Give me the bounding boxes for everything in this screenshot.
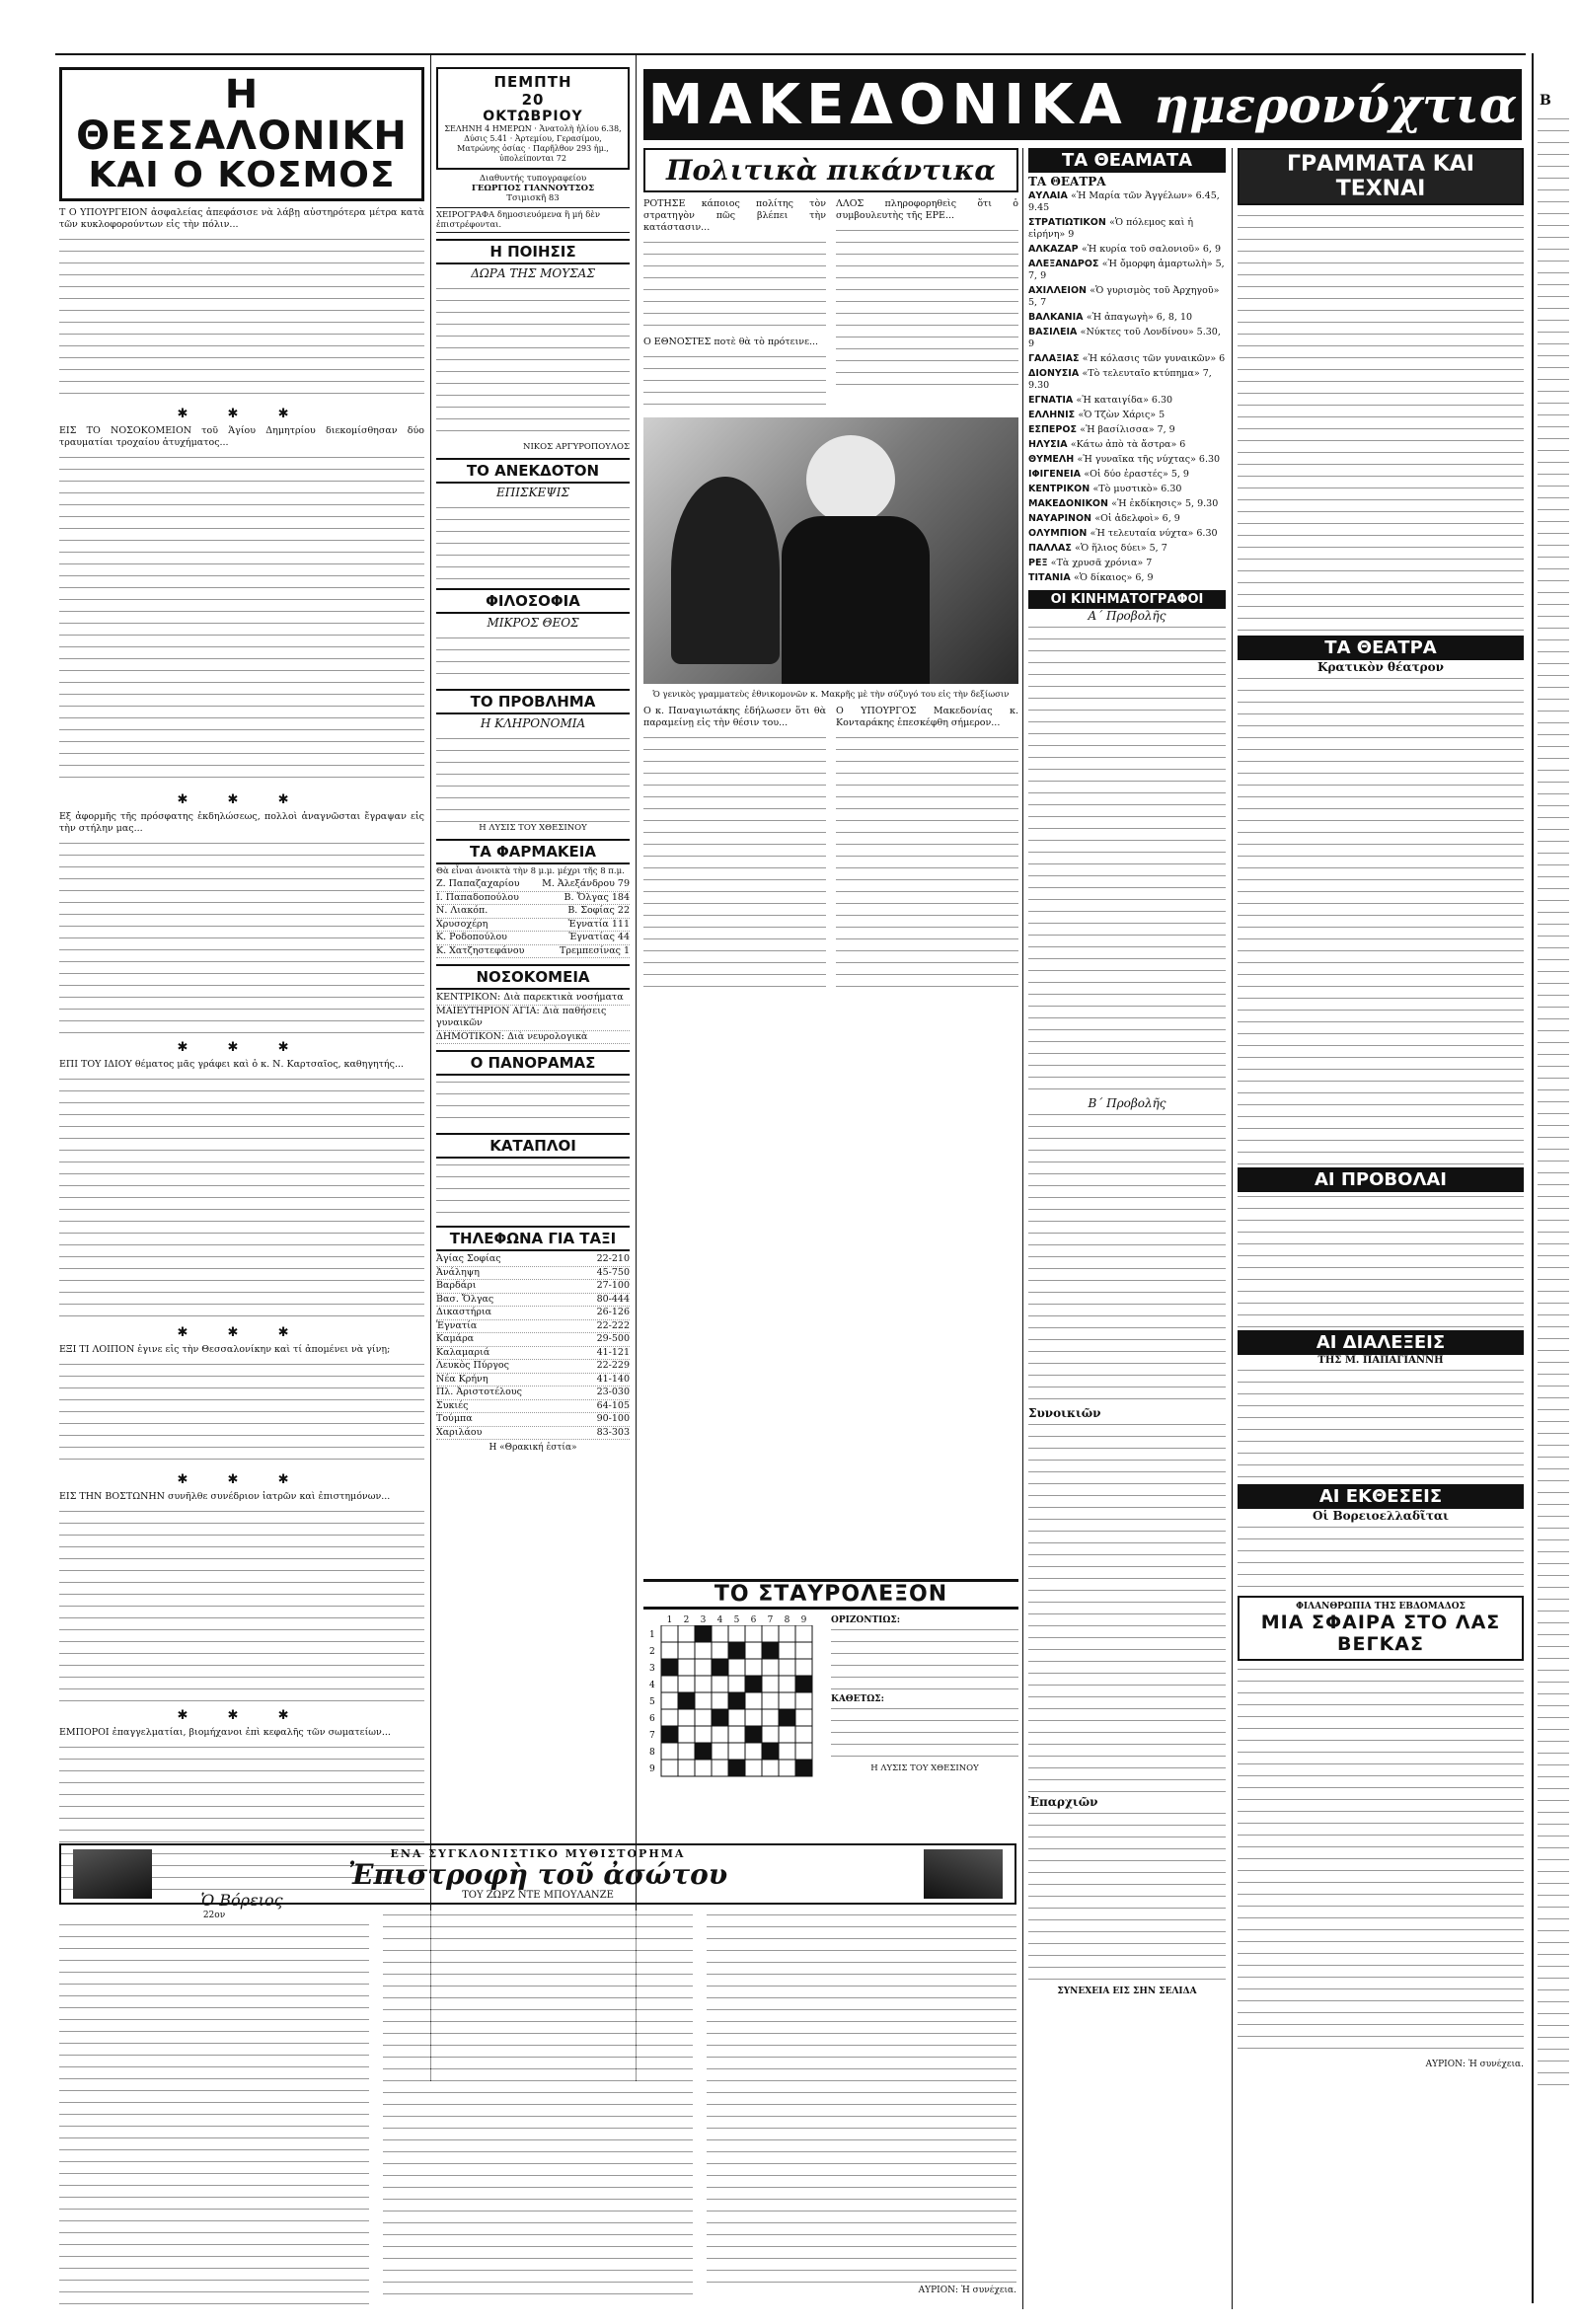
pharmacies-list bbox=[436, 878, 630, 958]
section-title-line2: ΚΑΙ Ο ΚΟΣΜΟΣ bbox=[88, 155, 396, 195]
crossword-cell bbox=[795, 1642, 812, 1659]
crossword-cell bbox=[678, 1659, 695, 1676]
crossword-black-cell bbox=[678, 1692, 695, 1709]
politics-heading: Πολιτικὰ πικάντικα bbox=[643, 148, 1018, 192]
crossword-black-cell bbox=[795, 1676, 812, 1692]
separator-stars: ✱ ✱ ✱ bbox=[177, 1708, 307, 1723]
almanac: ΣΕΛΗΝΗ 4 ΗΜΕΡΩΝ · Ἀνατολὴ ἡλίου 6.38, Δύσις 5.41 · Ἀρτεμίου, Γερασίμου, Ματρώνης ὁσίας · Παρῆλθον 293 ἡμ., ὑπολείπονται 72 bbox=[444, 124, 622, 163]
crossword-cell bbox=[695, 1676, 712, 1692]
provincial-listing bbox=[1028, 1809, 1226, 1987]
pharmacy-row: Κ. Χατζηστεφάνου Τρεμπεσίνας 1 bbox=[436, 945, 630, 959]
weekly-feature-text bbox=[1238, 1665, 1524, 2060]
crossword-cell bbox=[779, 1692, 795, 1709]
crossword-cell bbox=[678, 1642, 695, 1659]
crossword-black-cell bbox=[661, 1726, 678, 1743]
crossword-cell bbox=[779, 1726, 795, 1743]
lead-a: ΡΟΤΗΣΕ κάποιος πολίτης τὸν στρατηγὸν πῶς βλέπει τὴν κατάστασιν... bbox=[643, 198, 826, 233]
article-body-text bbox=[59, 839, 424, 1036]
crossword-cell bbox=[661, 1743, 678, 1760]
listing-entry: ΗΛΥΣΙΑ «Κάτω ἀπὸ τὰ ἄστρα» 6 bbox=[1028, 439, 1186, 450]
crossword-black-cell bbox=[712, 1659, 728, 1676]
crossword-cell bbox=[779, 1625, 795, 1642]
manager-label: Διαθυντής τυπογραφείου bbox=[479, 174, 587, 184]
crossword-black-cell bbox=[745, 1726, 762, 1743]
listing-entry: ΕΓΝΑΤΙΑ «Ἡ καταιγίδα» 6.30 bbox=[1028, 395, 1173, 406]
first-run-listing bbox=[1028, 623, 1226, 1096]
adjacent-page-edge bbox=[1532, 53, 1573, 2303]
masthead-subtitle: ημερονύχτια bbox=[1153, 75, 1518, 134]
taxi-phones-footer: Η «Θρακική ἐστία» bbox=[489, 1443, 577, 1453]
crossword-cell bbox=[762, 1676, 779, 1692]
crossword-number: 7 bbox=[767, 1615, 774, 1625]
photo-caption: Ὁ γενικὸς γραμματεὺς ἐθνικομονῶν κ. Μακρῆς μὲ τὴν σύζυγό του εἰς τὴν δεξίωσιν bbox=[652, 690, 1010, 700]
arts-theatre-text bbox=[1238, 674, 1524, 1167]
lead-c-body bbox=[643, 352, 826, 412]
listing-entry: ΑΧΙΛΛΕΙΟΝ «Ὁ γυρισμὸς τοῦ Ἀρχηγοῦ» 5, 7 bbox=[1028, 285, 1220, 308]
listing-entry: ΣΤΡΑΤΙΩΤΙΚΟΝ «Ὁ πόλεμος καὶ ἡ εἰρήνη» 9 bbox=[1028, 217, 1194, 240]
info-column bbox=[436, 53, 630, 2077]
crossword-cell bbox=[762, 1709, 779, 1726]
manager-name: ΓΕΩΡΓΙΟΣ ΓΙΑΝΝΟΥΤΣΟΣ bbox=[471, 184, 595, 193]
section-header bbox=[59, 67, 424, 201]
date-box bbox=[436, 67, 630, 170]
crossword-cell bbox=[712, 1676, 728, 1692]
crossword-row-number: 5 bbox=[649, 1697, 655, 1707]
crossword-black-cell bbox=[779, 1709, 795, 1726]
crossword-cell bbox=[795, 1625, 812, 1642]
panorama-text bbox=[436, 1078, 630, 1127]
exhibitions-heading: ΑΙ ΕΚΘΕΣΕΙΣ bbox=[1238, 1484, 1524, 1509]
pharmacy-row: Ι. Παπαδοπούλου Β. Ὄλγας 184 bbox=[436, 892, 630, 906]
article-body-text bbox=[59, 453, 424, 788]
crossword-cell bbox=[695, 1659, 712, 1676]
crossword-cell bbox=[779, 1642, 795, 1659]
crossword-cell bbox=[695, 1642, 712, 1659]
listing-entry: ΒΑΣΙΛΕΙΑ «Νύκτες τοῦ Λονδίνου» 5.30, 9 bbox=[1028, 327, 1221, 349]
article-paragraph: ΕΙΣ ΤΗΝ ΒΟΣΤΩΝΗΝ συνῆλθε συνέδριον ἰατρῶν καὶ ἐπιστημόνων... bbox=[59, 1491, 391, 1502]
column-rule bbox=[1232, 148, 1233, 2309]
hospital-row: ΔΗΜΟΤΙΚΟΝ: Διὰ νευρολογικὰ bbox=[436, 1031, 630, 1045]
crossword-black-cell bbox=[762, 1642, 779, 1659]
pharmacies-heading: ΤΑ ΦΑΡΜΑΚΕΙΑ bbox=[436, 839, 630, 864]
taxi-phone-row: Ἀνάληψη 45-750 bbox=[436, 1267, 630, 1281]
serial-illustration-right bbox=[924, 1849, 1003, 1899]
day: 20 bbox=[521, 91, 545, 109]
crossword-cell bbox=[661, 1692, 678, 1709]
listing-entry: ΤΙΤΑΝΙΑ «Ὁ δίκαιος» 6, 9 bbox=[1028, 572, 1154, 583]
pharmacy-row: Κ. Ροδοπούλου Ἑγνατίας 44 bbox=[436, 932, 630, 945]
crossword bbox=[643, 1579, 1018, 1836]
first-run-subheading: Α΄ Προβολῆς bbox=[1088, 609, 1166, 623]
taxi-phone-row: Νέα Κρήνη 41-140 bbox=[436, 1374, 630, 1387]
arts-theatre-subheading: Κρατικὸν θέατρον bbox=[1317, 660, 1444, 674]
serial-body bbox=[59, 1911, 1016, 2305]
column-rule bbox=[636, 53, 637, 2081]
crossword-cell bbox=[661, 1642, 678, 1659]
neighbourhood-subheading: Συνοικιῶν bbox=[1028, 1406, 1101, 1420]
crossword-column-numbers bbox=[643, 1615, 821, 1625]
crossword-black-cell bbox=[695, 1625, 712, 1642]
poetry-subtitle: ΔΩΡΑ ΤΗΣ ΜΟΥΣΑΣ bbox=[471, 266, 595, 280]
taxi-phone-row: Χαριλάου 83-303 bbox=[436, 1427, 630, 1441]
crossword-row-number: 6 bbox=[649, 1714, 655, 1724]
neighbourhood-listing bbox=[1028, 1420, 1226, 1795]
lead-a-body bbox=[643, 238, 826, 337]
article-paragraph: Εξ ἀφορμῆς τῆς πρόσφατης ἐκδηλώσεως, πολλοὶ ἀναγνῶσται ἔγραψαν εἰς τὴν στήλην μας... bbox=[59, 811, 424, 834]
serial-kicker: ΕΝΑ ΣΥΓΚΛΟΝΙΣΤΙΚΟ ΜΥΘΙΣΤΟΡΗΜΑ bbox=[390, 1847, 686, 1860]
crossword-cell bbox=[678, 1760, 695, 1776]
listing-entry: ΑΥΛΑΙΑ «Ἡ Μαρία τῶν Ἀγγέλων» 6.45, 9.45 bbox=[1028, 190, 1220, 213]
news-photo bbox=[643, 417, 1018, 684]
lead-b-body bbox=[836, 226, 1018, 394]
politics-column bbox=[643, 148, 1018, 1574]
serial-title: Ἐπιστροφὴ τοῦ ἀσώτου bbox=[347, 1858, 728, 1891]
column-rule bbox=[1022, 148, 1023, 2309]
weekly-feature-footer: ΑΥΡΙΟΝ: Ἡ συνέχεια. bbox=[1425, 2060, 1524, 2069]
arrivals-text bbox=[436, 1161, 630, 1220]
separator-stars: ✱ ✱ ✱ bbox=[177, 1472, 307, 1487]
article-body-text bbox=[59, 1075, 424, 1321]
hospitals-heading: ΝΟΣΟΚΟΜΕΙΑ bbox=[436, 964, 630, 990]
crossword-cell bbox=[745, 1659, 762, 1676]
lectures-heading: ΑΙ ΔΙΑΛΕΞΕΙΣ bbox=[1238, 1330, 1524, 1355]
crossword-cell bbox=[678, 1726, 695, 1743]
crossword-cell bbox=[695, 1692, 712, 1709]
crossword-cell bbox=[779, 1760, 795, 1776]
screenings-text bbox=[1238, 1192, 1524, 1330]
taxi-phone-row: Τούμπα 90-100 bbox=[436, 1413, 630, 1427]
taxi-phones-heading: ΤΗΛΕΦΩΝΑ ΓΙΑ ΤΑΞΙ bbox=[436, 1226, 630, 1251]
cinemas-heading: ΟΙ ΚΙΝΗΜΑΤΟΓΡΑΦΟΙ bbox=[1028, 590, 1226, 609]
weekly-feature-kicker: ΦΙΛΑΝΘΡΩΠΙΑ ΤΗΣ ΕΒΔΟΜΑΔΟΣ bbox=[1296, 1602, 1466, 1612]
manuscripts-note: ΧΕΙΡΟΓΡΑΦΑ δημοσιευόμενα ἢ μή δὲν ἐπιστρέφονται. bbox=[436, 207, 630, 233]
crossword-cell bbox=[728, 1709, 745, 1726]
column-rule bbox=[430, 53, 431, 2081]
crossword-cell bbox=[661, 1676, 678, 1692]
serial-episode: 22ον bbox=[202, 1911, 226, 1920]
serial-illustration-left bbox=[73, 1849, 152, 1899]
crossword-across-heading: ΟΡΙΖΟΝΤΙΩΣ: bbox=[831, 1615, 901, 1625]
crossword-number: 3 bbox=[700, 1615, 707, 1625]
weekday: ΠΕΜΠΤΗ bbox=[493, 73, 572, 91]
crossword-down-heading: ΚΑΘΕΤΩΣ: bbox=[831, 1694, 884, 1704]
poem-author: ΝΙΚΟΣ ΑΡΓΥΡΟΠΟΥΛΟΣ bbox=[523, 442, 630, 452]
listing-entry: ΕΣΠΕΡΟΣ «Ἡ βασίλισσα» 7, 9 bbox=[1028, 424, 1175, 435]
theatres-subheading: ΤΑ ΘΕΑΤΡΑ bbox=[1028, 175, 1106, 188]
crossword-cell bbox=[678, 1625, 695, 1642]
crossword-row-number: 2 bbox=[649, 1647, 655, 1657]
crossword-cell bbox=[745, 1625, 762, 1642]
crossword-cell bbox=[779, 1743, 795, 1760]
lead-e: Ο ΥΠΟΥΡΓΟΣ Μακεδονίας κ. Κονταράκης ἐπεσκέφθη σήμερον... bbox=[836, 706, 1018, 728]
arts-body-text bbox=[1238, 211, 1524, 636]
crossword-cell bbox=[695, 1726, 712, 1743]
crossword-black-cell bbox=[728, 1760, 745, 1776]
crossword-black-cell bbox=[795, 1760, 812, 1776]
problem-subtitle: Η ΚΛΗΡΟΝΟΜΙΑ bbox=[480, 716, 586, 730]
crossword-cell bbox=[762, 1726, 779, 1743]
taxi-phone-row: Συκιές 64-105 bbox=[436, 1400, 630, 1414]
exhibitions-text bbox=[1238, 1523, 1524, 1592]
article-paragraph: ΕΞΙ ΤΙ ΛΟΙΠΟΝ ἐγινε εἰς τὴν Θεσσαλονίκην καὶ τί ἀπομένει νὰ γίνῃ; bbox=[59, 1344, 391, 1355]
second-run-subheading: Β΄ Προβολῆς bbox=[1088, 1096, 1166, 1110]
masthead-title: ΜΑΚΕΔΟΝΙΚΑ bbox=[647, 72, 1128, 137]
listing-entry: ΡΕΞ «Τὰ χρυσᾶ χρόνια» 7 bbox=[1028, 558, 1153, 568]
crossword-row-number: 7 bbox=[649, 1731, 655, 1741]
photo-figure-man bbox=[782, 516, 930, 684]
crossword-black-cell bbox=[762, 1743, 779, 1760]
lead-e-body bbox=[836, 733, 1018, 990]
separator-stars: ✱ ✱ ✱ bbox=[177, 1040, 307, 1055]
hospital-row: ΚΕΝΤΡΙΚΟΝ: Διὰ παρεκτικὰ νοσήματα bbox=[436, 992, 630, 1006]
crossword-cell bbox=[695, 1760, 712, 1776]
crossword-number: 2 bbox=[683, 1615, 690, 1625]
hospital-row: ΜΑΙΕΥΤΗΡΙΟΝ ΑΓΙΑ: Διὰ παθήσεις γυναικῶν bbox=[436, 1006, 630, 1031]
listing-entry: ΠΑΛΛΑΣ «Ὁ ἥλιος δύει» 5, 7 bbox=[1028, 543, 1167, 554]
taxi-phone-row: Ἑγνατία 22-222 bbox=[436, 1320, 630, 1334]
crossword-cell bbox=[661, 1760, 678, 1776]
listing-entry: ΝΑΥΑΡΙΝΟΝ «Οἱ ἀδελφοὶ» 6, 9 bbox=[1028, 513, 1180, 524]
politics-more bbox=[643, 706, 1018, 990]
crossword-cell bbox=[762, 1692, 779, 1709]
taxi-phone-row: Πλ. Ἀριστοτέλους 23-030 bbox=[436, 1387, 630, 1400]
crossword-solution-label: Η ΛΥΣΙΣ ΤΟΥ ΧΘΕΣΙΝΟΥ bbox=[870, 1763, 979, 1773]
crossword-number: 4 bbox=[716, 1615, 723, 1625]
article-paragraph: ΕΙΣ ΤΟ ΝΟΣΟΚΟΜΕΙΟΝ τοῦ Ἁγίου Δημητρίου διεκομίσθησαν δύο τραυματίαι τροχαίου ἀτυχήματος... bbox=[59, 425, 424, 448]
crossword-grid bbox=[643, 1625, 821, 1793]
problem-heading: ΤΟ ΠΡΟΒΛΗΜΑ bbox=[436, 689, 630, 714]
second-run-listing bbox=[1028, 1110, 1226, 1406]
pharmacy-row: Ν. Λιακόπ. Β. Σοφίας 22 bbox=[436, 905, 630, 919]
lead-c: Ο ΕΘΝΟΣΤΕΣ ποτὲ θὰ τὸ πρότεινε... bbox=[643, 337, 819, 347]
crossword-black-cell bbox=[661, 1659, 678, 1676]
listing-entry: ΘΥΜΕΛΗ «Ἡ γυναῖκα τῆς νύχτας» 6.30 bbox=[1028, 454, 1221, 465]
crossword-cell bbox=[795, 1692, 812, 1709]
lecture-name: ΤΗΣ Μ. ΠΑΠΑΓΙΑΝΝΗ bbox=[1317, 1355, 1444, 1366]
politics-leads bbox=[643, 198, 1018, 412]
arts-theatre-heading: ΤΑ ΘΕΑΤΡΑ bbox=[1238, 636, 1524, 660]
crossword-cell bbox=[762, 1625, 779, 1642]
entertainment-column bbox=[1028, 148, 1226, 2312]
crossword-row-number: 1 bbox=[649, 1630, 655, 1640]
article-lead: Τ Ο ΥΠΟΥΡΓΕΙΟΝ ἀσφαλείας ἀπεφάσισε νὰ λάβῃ αὐστηρότερα μέτρα κατὰ τῶν κυκλοφορούντων εἰς τὴν πόλιν... bbox=[59, 207, 424, 230]
crossword-cell bbox=[728, 1743, 745, 1760]
taxi-phone-row: Δικαστήρια 26-126 bbox=[436, 1307, 630, 1320]
lead-d: Ο κ. Παναγιωτάκης ἐδήλωσεν ὅτι θὰ παραμείνῃ εἰς τὴν θέσιν του... bbox=[643, 706, 826, 728]
listing-entry: ΓΑΛΑΞΙΑΣ «Ἡ κόλασις τῶν γυναικῶν» 6 bbox=[1028, 353, 1226, 364]
crossword-cell bbox=[728, 1659, 745, 1676]
crossword-cell bbox=[745, 1760, 762, 1776]
crossword-across-clues bbox=[831, 1625, 1018, 1694]
separator-stars: ✱ ✱ ✱ bbox=[177, 407, 307, 421]
entertainment-heading: ΤΑ ΘΕΑΜΑΤΑ bbox=[1028, 148, 1226, 173]
crossword-number: 9 bbox=[800, 1615, 807, 1625]
section-title-line1: Η ΘΕΣΣΑΛΟΝΙΚΗ bbox=[76, 72, 408, 159]
crossword-cell bbox=[779, 1676, 795, 1692]
printer-info bbox=[436, 174, 630, 203]
crossword-cell bbox=[795, 1726, 812, 1743]
arts-column bbox=[1238, 148, 1524, 2312]
month: ΟΚΤΩΒΡΙΟΥ bbox=[483, 109, 583, 124]
lectures-text bbox=[1238, 1366, 1524, 1484]
article-body-text bbox=[59, 1360, 424, 1468]
anecdote-text bbox=[436, 503, 630, 582]
crossword-cell bbox=[712, 1743, 728, 1760]
photo-figure-head bbox=[806, 435, 895, 524]
weekly-feature-title: ΜΙΑ ΣΦΑΙΡΑ ΣΤΟ ΛΑΣ ΒΕΓΚΑΣ bbox=[1260, 1612, 1501, 1655]
crossword-cell bbox=[712, 1642, 728, 1659]
crossword-black-cell bbox=[728, 1642, 745, 1659]
crossword-cell bbox=[745, 1692, 762, 1709]
serial-text-col2 bbox=[383, 1911, 693, 2305]
article-body-text bbox=[59, 1507, 424, 1704]
philosophy-text bbox=[436, 634, 630, 683]
screenings-heading: ΑΙ ΠΡΟΒΟΛΑΙ bbox=[1238, 1167, 1524, 1192]
crossword-black-cell bbox=[695, 1743, 712, 1760]
taxi-phone-row: Καλαμαριά 41-121 bbox=[436, 1347, 630, 1361]
masthead bbox=[643, 69, 1522, 140]
taxi-phone-row: Βαρδάρι 27-100 bbox=[436, 1280, 630, 1294]
cinema-listing bbox=[1028, 190, 1226, 584]
crossword-cell bbox=[678, 1709, 695, 1726]
crossword-cell bbox=[745, 1709, 762, 1726]
problem-text bbox=[436, 734, 630, 823]
crossword-row-number: 8 bbox=[649, 1748, 655, 1758]
crossword-cell bbox=[745, 1642, 762, 1659]
pharmacies-intro: Θὰ εἶναι ἀνοικτὰ τὴν 8 μ.μ. μέχρι τῆς 8 π.μ. bbox=[436, 866, 625, 876]
edge-marker: Β bbox=[1540, 93, 1551, 109]
problem-answer-label: Η ΛΥΣΙΣ ΤΟΥ ΧΘΕΣΙΝΟΥ bbox=[479, 823, 587, 833]
article-paragraph: ΕΠΙ ΤΟΥ ΙΔΙΟΥ θέματος μᾶς γράφει καὶ ὁ κ. Ν. Καρτσαῖος, καθηγητής... bbox=[59, 1059, 405, 1070]
arts-heading: ΓΡΑΜΜΑΤΑ ΚΑΙ ΤΕΧΝΑΙ bbox=[1238, 148, 1524, 205]
separator-stars: ✱ ✱ ✱ bbox=[177, 792, 307, 807]
crossword-black-cell bbox=[745, 1676, 762, 1692]
crossword-cell bbox=[795, 1743, 812, 1760]
poem-text bbox=[436, 284, 630, 442]
listing-entry: ΚΕΝΤΡΙΚΟΝ «Τὸ μυστικὸ» 6.30 bbox=[1028, 484, 1182, 494]
separator-stars: ✱ ✱ ✱ bbox=[177, 1325, 307, 1340]
crossword-cell bbox=[728, 1726, 745, 1743]
listing-entry: ΒΑΛΚΑΝΙΑ «Ἡ ἀπαγωγὴ» 6, 8, 10 bbox=[1028, 312, 1193, 323]
crossword-cell bbox=[661, 1709, 678, 1726]
provincial-subheading: Ἐπαρχιῶν bbox=[1028, 1795, 1098, 1809]
listing-entry: ΟΛΥΜΠΙΟΝ «Ἡ τελευταία νύχτα» 6.30 bbox=[1028, 528, 1218, 539]
crossword-cell bbox=[695, 1709, 712, 1726]
anecdote-subtitle: ΕΠΙΣΚΕΨΙΣ bbox=[496, 486, 569, 499]
lead-b: ΛΛΟΣ πληροφορηθεὶς ὅτι ὁ συμβουλευτὴς τῆς ΕΡΕ... bbox=[836, 198, 1018, 221]
crossword-cell bbox=[795, 1709, 812, 1726]
crossword-cell bbox=[728, 1676, 745, 1692]
crossword-cell bbox=[795, 1659, 812, 1676]
crossword-cell bbox=[745, 1743, 762, 1760]
lead-d-body bbox=[643, 733, 826, 990]
listing-entry: ΕΛΛΗΝΙΣ «Ὁ Τζὼν Χάρις» 5 bbox=[1028, 410, 1165, 420]
weekly-feature-box bbox=[1238, 1596, 1524, 1661]
listing-entry: ΔΙΟΝΥΣΙΑ «Τὸ τελευταῖο κτύπημα» 7, 9.30 bbox=[1028, 368, 1212, 391]
signature: Ὁ Βόρειος bbox=[200, 1891, 283, 1910]
anecdote-heading: ΤΟ ΑΝΕΚΔΟΤΟΝ bbox=[436, 458, 630, 484]
serial-text-col1 bbox=[59, 1920, 369, 2305]
taxi-phone-row: Λευκὸς Πύργος 22-229 bbox=[436, 1360, 630, 1374]
crossword-cell bbox=[712, 1760, 728, 1776]
crossword-cell bbox=[712, 1692, 728, 1709]
listing-entry: ΑΛΕΞΑΝΔΡΟΣ «Ἡ ὄμορφη ἀμαρτωλὴ» 5, 7, 9 bbox=[1028, 259, 1225, 281]
serial-banner bbox=[59, 1843, 1016, 1905]
crossword-cell bbox=[712, 1726, 728, 1743]
serial-author: ΤΟΥ ΖΩΡΖ ΝΤΕ ΜΠΟΥΛΑΝΖΕ bbox=[462, 1890, 614, 1901]
crossword-down-clues bbox=[831, 1704, 1018, 1763]
crossword-cell bbox=[779, 1659, 795, 1676]
panorama-heading: Ο ΠΑΝΟΡΑΜΑΣ bbox=[436, 1050, 630, 1076]
article-paragraph: ΕΜΠΟΡΟΙ ἐπαγγελματίαι, βιομήχανοι ἐπὶ κεφαλῆς τῶν σωματείων... bbox=[59, 1727, 391, 1738]
philosophy-heading: ΦΙΛΟΣΟΦΙΑ bbox=[436, 588, 630, 614]
crossword-row-number: 4 bbox=[649, 1681, 655, 1690]
crossword-heading: ΤΟ ΣΤΑΥΡΟΛΕΞΟΝ bbox=[643, 1579, 1018, 1610]
crossword-black-cell bbox=[728, 1692, 745, 1709]
taxi-phone-row: Βασ. Ὄλγας 80-444 bbox=[436, 1294, 630, 1308]
crossword-cell bbox=[678, 1743, 695, 1760]
serial-footer: ΑΥΡΙΟΝ: Ἡ συνέχεια. bbox=[918, 2286, 1016, 2295]
crossword-number: 5 bbox=[733, 1615, 740, 1625]
continued-notice: ΣΥΝΕΧΕΙΑ ΕΙΣ ΣΗΝ ΣΕΛΙΔΑ bbox=[1057, 1987, 1197, 1996]
crossword-number: 8 bbox=[784, 1615, 790, 1625]
taxi-phones-list bbox=[436, 1253, 630, 1440]
listing-entry: ΜΑΚΕΔΟΝΙΚΟΝ «Ἡ ἐκδίκησις» 5, 9.30 bbox=[1028, 498, 1219, 509]
crossword-cell bbox=[762, 1659, 779, 1676]
taxi-phone-row: Καμάρα 29-500 bbox=[436, 1333, 630, 1347]
poetry-heading: Η ΠΟΙΗΣΙΣ bbox=[436, 239, 630, 264]
pharmacy-row: Χρυσοχέρη Ἑγνατία 111 bbox=[436, 919, 630, 933]
hospitals-list bbox=[436, 992, 630, 1044]
crossword-cell bbox=[762, 1760, 779, 1776]
crossword-cell bbox=[712, 1625, 728, 1642]
crossword-row-number: 9 bbox=[649, 1764, 655, 1774]
crossword-cell bbox=[661, 1625, 678, 1642]
listing-entry: ΙΦΙΓΕΝΕΙΑ «Οἱ δύο ἐραστές» 5, 9 bbox=[1028, 469, 1189, 480]
crossword-cell bbox=[728, 1625, 745, 1642]
crossword-black-cell bbox=[712, 1709, 728, 1726]
arrivals-heading: ΚΑΤΑΠΛΟΙ bbox=[436, 1133, 630, 1159]
taxi-phone-row: Ἀγίας Σοφίας 22-210 bbox=[436, 1253, 630, 1267]
crossword-row-number: 3 bbox=[649, 1664, 655, 1674]
photo-figure-woman bbox=[671, 477, 780, 664]
article-body-text bbox=[59, 235, 424, 403]
crossword-number: 1 bbox=[666, 1615, 673, 1625]
serial-text-col3 bbox=[707, 1911, 1016, 2286]
pharmacy-row: Ζ. Παπαζαχαρίου Μ. Ἀλεξάνδρου 79 bbox=[436, 878, 630, 892]
philosophy-subtitle: ΜΙΚΡΟΣ ΘΕΟΣ bbox=[487, 616, 579, 630]
crossword-number: 6 bbox=[750, 1615, 757, 1625]
edge-text bbox=[1538, 114, 1569, 2088]
crossword-cell bbox=[678, 1676, 695, 1692]
listing-entry: ΑΛΚΑΖΑΡ «Ἡ κυρία τοῦ σαλονιοῦ» 6, 9 bbox=[1028, 244, 1222, 255]
exhibitions-subheading: Οἱ Βορειοελλαδῖται bbox=[1313, 1509, 1449, 1523]
address: Τσιμισκῆ 83 bbox=[506, 193, 560, 203]
